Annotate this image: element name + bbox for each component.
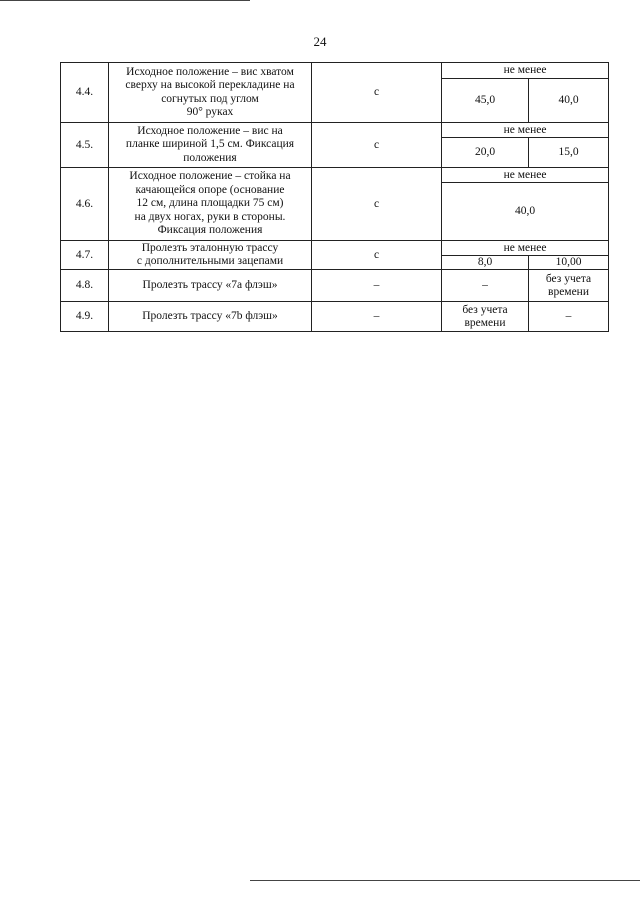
value-cell: 40,0 [529, 79, 609, 123]
unit-cell: – [312, 302, 442, 332]
table-row [61, 63, 609, 79]
value-cell: 8,0 [442, 256, 529, 270]
value-cell: – [529, 302, 609, 332]
norm-header: не менее [442, 241, 609, 256]
exercise-description: Пролезть эталонную трассу с дополнительными зацепами [109, 241, 312, 270]
value-cell: без учета времени [529, 270, 609, 302]
norm-header: не менее [442, 63, 609, 79]
table-row [61, 123, 609, 138]
value-cell: без учета времени [442, 302, 529, 332]
page-number: 24 [313, 34, 327, 49]
value-cell: 15,0 [529, 138, 609, 168]
table-row [61, 302, 609, 332]
norm-header: не менее [442, 168, 609, 183]
norm-header: не менее [442, 123, 609, 138]
value-cell: 40,0 [442, 183, 609, 241]
value-cell: 10,00 [529, 256, 609, 270]
row-number: 4.7. [61, 241, 109, 270]
row-number: 4.9. [61, 302, 109, 332]
scan-edge-top [0, 0, 250, 1]
table-row [61, 168, 609, 183]
table-row [61, 270, 609, 302]
standards-table [60, 62, 609, 332]
unit-cell: с [312, 123, 442, 168]
value-cell: – [442, 270, 529, 302]
exercise-description: Исходное положение – вис хватом сверху на высокой перекладине на согнутых под углом 90° руках [109, 63, 312, 123]
exercise-description: Исходное положение – вис на планке шириной 1,5 см. Фиксация положения [109, 123, 312, 168]
row-number: 4.5. [61, 123, 109, 168]
exercise-description: Пролезть трассу «7а флэш» [109, 270, 312, 302]
unit-cell: – [312, 270, 442, 302]
unit-cell: с [312, 168, 442, 241]
unit-cell: с [312, 63, 442, 123]
scan-edge-bottom [250, 880, 640, 881]
value-cell: 20,0 [442, 138, 529, 168]
row-number: 4.4. [61, 63, 109, 123]
unit-cell: с [312, 241, 442, 270]
value-cell: 45,0 [442, 79, 529, 123]
exercise-description: Исходное положение – стойка на качающейся опоре (основание 12 см, длина площадки 75 см) на двух ногах, руки в стороны. Фиксация положения [109, 168, 312, 241]
exercise-description: Пролезть трассу «7b флэш» [109, 302, 312, 332]
row-number: 4.8. [61, 270, 109, 302]
row-number: 4.6. [61, 168, 109, 241]
table-row [61, 241, 609, 256]
